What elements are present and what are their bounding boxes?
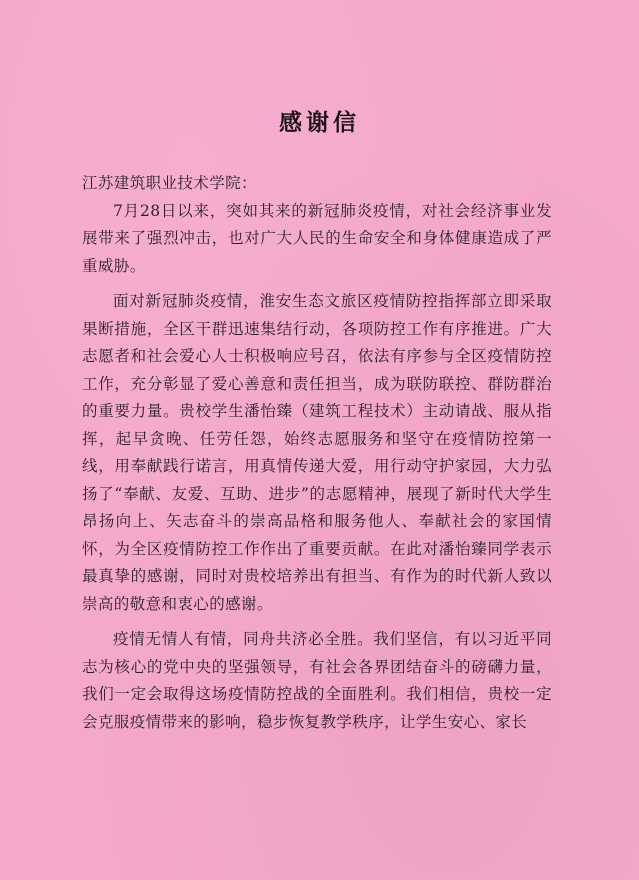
letter-paragraph-2: 面对新冠肺炎疫情，淮安生态文旅区疫情防控指挥部立即采取果断措施，全区干群迅速集结行动，各项防控工作有序推进。广大志愿者和社会爱心人士积极响应号召，依法有序参与全区疫情防控工作，充分彰显了爱心善意和责任担当，成为联防联控、群防群治的重要力量。贵校学生潘怡臻（建筑工程技术）主动请战、服从指挥，起早贪晚、任劳任怨，始终志愿服务和坚守在疫情防控第一线，用奉献践行诺言，用真情传递大爱，用行动守护家园，大力弘扬了“奉献、友爱、互助、进步”的志愿精神，展现了新时代大学生昂扬向上、矢志奋斗的崇高品格和服务他人、奉献社会的家国情怀，为全区疫情防控工作作出了重要贡献。在此对潘怡臻同学表示最真挚的感谢，同时对贵校培养出有担当、有作为的时代新人致以崇高的敬意和衷心的感谢。 — [82, 292, 552, 613]
letter-title: 感谢信 — [279, 109, 360, 136]
letter-paragraph-1: 7月28日以来，突如其来的新冠肺炎疫情，对社会经济事业发展带来了强烈冲击，也对广大人民的生命安全和身体健康造成了严重威胁。 — [82, 201, 552, 275]
letter-body — [82, 170, 552, 744]
letter-paragraph-3: 疫情无情人有情，同舟共济必全胜。我们坚信，有以习近平同志为核心的党中央的坚强领导，有社会各界团结奋斗的磅礴力量，我们一定会取得这场疫情防控战的全面胜利。我们相信，贵校一定会克服疫情带来的影响，稳步恢复教学秩序，让学生安心、家长 — [82, 630, 552, 731]
letter-salutation: 江苏建筑职业技术学院： — [82, 174, 257, 192]
